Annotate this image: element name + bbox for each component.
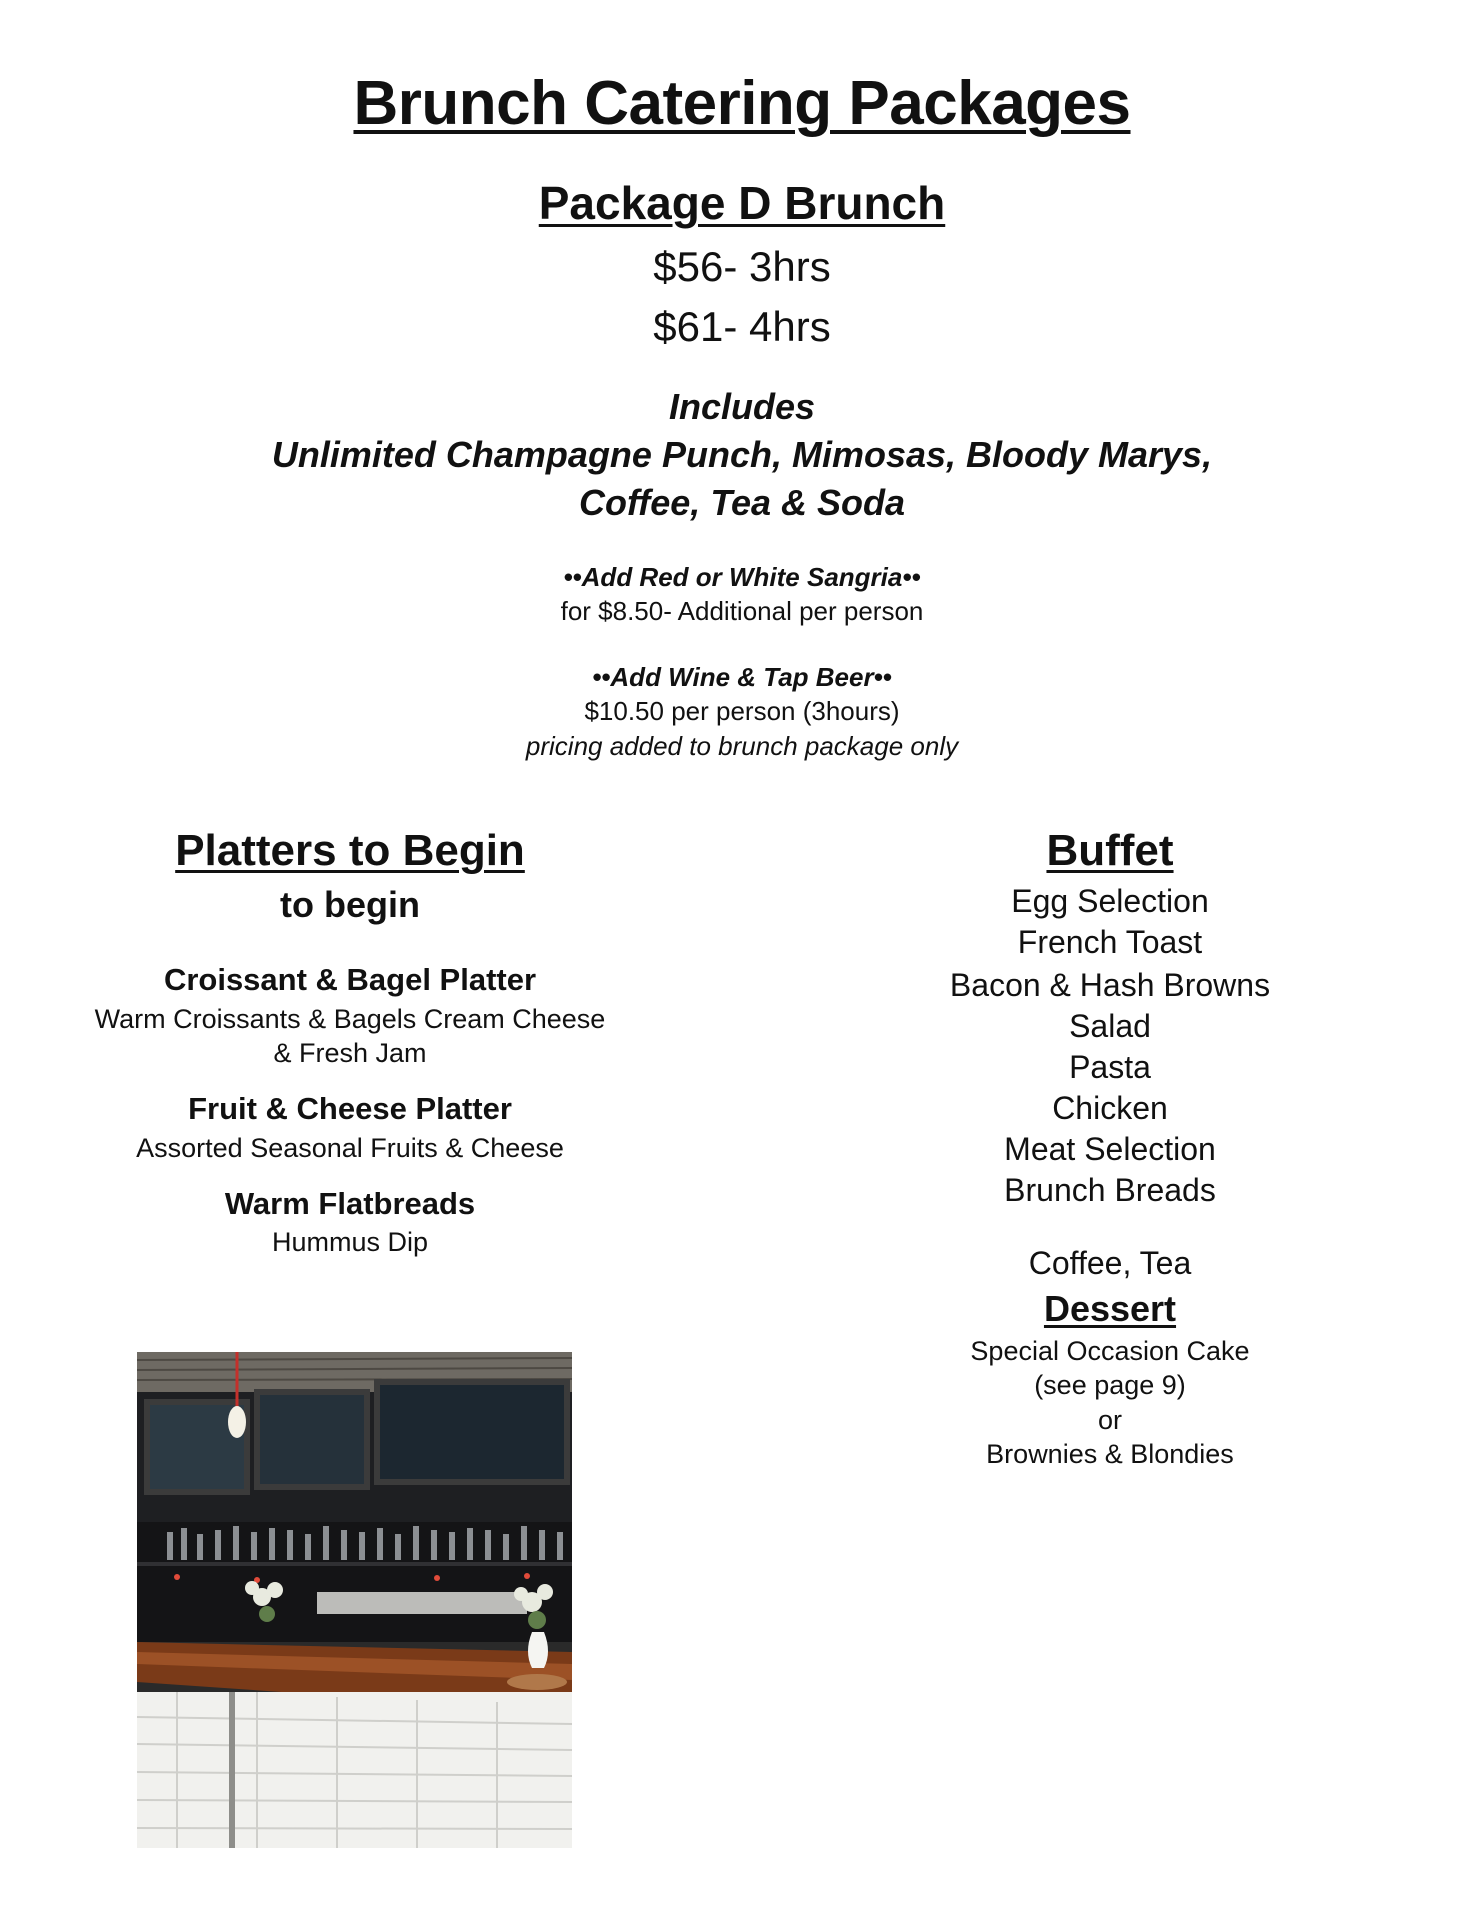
buffet-item: Brunch Breads bbox=[1004, 1172, 1216, 1208]
platter-item-desc: Assorted Seasonal Fruits & Cheese bbox=[136, 1133, 564, 1163]
bar-photo bbox=[137, 1352, 572, 1848]
includes-line-1: Unlimited Champagne Punch, Mimosas, Bloody Marys, bbox=[271, 434, 1213, 475]
price-4hrs: $61- 4hrs bbox=[653, 303, 831, 350]
includes-line-2: Coffee, Tea & Soda bbox=[578, 482, 906, 523]
platters-section bbox=[40, 0, 660, 1300]
buffet-item: Bacon & Hash Browns bbox=[949, 967, 1271, 1003]
addon-sangria-heading: ••Add Red or White Sangria•• bbox=[563, 562, 921, 592]
dessert-heading: Dessert bbox=[1043, 1288, 1177, 1329]
platter-item-name: Fruit & Cheese Platter bbox=[188, 1091, 512, 1126]
buffet-section bbox=[840, 0, 1380, 1500]
page-title: Brunch Catering Packages bbox=[353, 69, 1131, 138]
platter-item-desc: Hummus Dip bbox=[271, 1227, 429, 1257]
buffet-heading: Buffet bbox=[1046, 826, 1174, 875]
platter-item-desc: & Fresh Jam bbox=[273, 1038, 427, 1068]
addon-sangria-text: for $8.50- Additional per person bbox=[560, 596, 924, 626]
addon-wine-heading: ••Add Wine & Tap Beer•• bbox=[592, 662, 892, 692]
platter-item-name: Croissant & Bagel Platter bbox=[163, 962, 537, 997]
price-3hrs: $56- 3hrs bbox=[653, 243, 831, 290]
dessert-item: (see page 9) bbox=[1034, 1370, 1186, 1400]
addon-wine-text: $10.50 per person (3hours) bbox=[584, 696, 900, 726]
platter-item-desc: Warm Croissants & Bagels Cream Cheese bbox=[94, 1004, 606, 1034]
dessert-item: or bbox=[1097, 1405, 1122, 1435]
includes-heading: Includes bbox=[668, 386, 816, 427]
platter-item-name: Warm Flatbreads bbox=[224, 1186, 476, 1221]
buffet-item: Egg Selection bbox=[1011, 883, 1209, 919]
buffet-item: Meat Selection bbox=[1004, 1131, 1216, 1167]
buffet-item: Chicken bbox=[1052, 1090, 1168, 1126]
buffet-beverages: Coffee, Tea bbox=[1028, 1245, 1192, 1281]
buffet-item: Salad bbox=[1069, 1008, 1151, 1044]
platters-subheading: to begin bbox=[280, 884, 420, 925]
buffet-item: Pasta bbox=[1069, 1049, 1151, 1085]
buffet-item: French Toast bbox=[1017, 924, 1203, 960]
bar-photo-illustration bbox=[137, 1352, 572, 1848]
addon-wine-note: pricing added to brunch package only bbox=[525, 731, 959, 761]
package-name: Package D Brunch bbox=[538, 177, 946, 229]
dessert-item: Special Occasion Cake bbox=[970, 1336, 1250, 1366]
platters-heading: Platters to Begin bbox=[175, 826, 525, 875]
dessert-item: Brownies & Blondies bbox=[986, 1439, 1234, 1469]
